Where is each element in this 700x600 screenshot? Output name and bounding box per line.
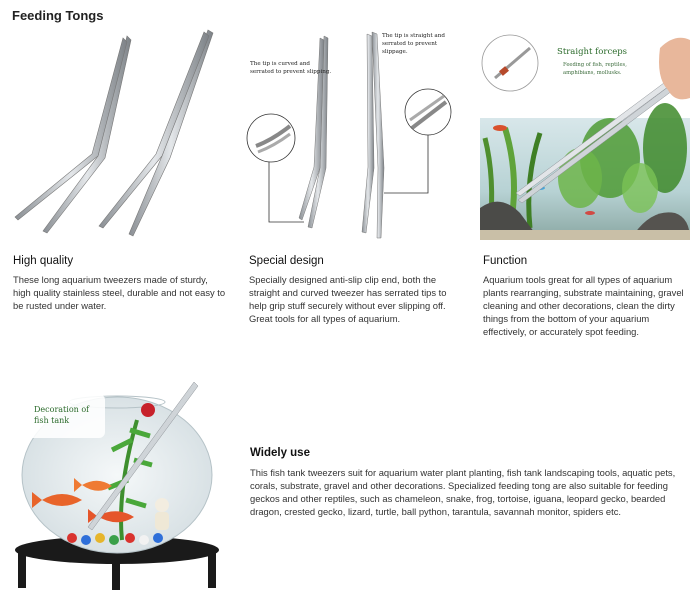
feature-text-high-quality: These long aquarium tweezers made of sturdy, high quality stainless steel, durable and not easy to be rusted under water. [13, 274, 226, 311]
feature-text-special-design: Specially designed anti-slip clip end, both the straight and curved tweezer has serrated tips to help grip stuff securely without ever slipping off. Great tools for all types of aquarium. [249, 274, 447, 324]
tweezers-pair-image [10, 28, 225, 243]
straight-tip-label: The tip is straight and serrated to prevent slippage. [382, 33, 445, 55]
feature-text-widely-use: This fish tank tweezers suit for aquarium water plant planting, fish tank landscaping tools, aquatic pets, corals, substrate, gravel and other decorations. Specialized feeding tong are also suitable for feeding geckos and other reptiles, such as chameleon, snake, frog, tortoise, iguana, leopard gecko, bearded dragon, crested gecko, lizard, turtle, ball python, tarantula, savannah monitor, spiders etc. [250, 467, 676, 517]
aquarium-forceps-image [480, 28, 690, 240]
feature-heading-function: Function [483, 255, 528, 267]
feature-heading-high-quality: High quality [13, 255, 74, 267]
page-title: Feeding Tongs [12, 8, 104, 23]
forceps-callout-text: Feeding of fish, reptiles, amphibians, mollusks. [563, 62, 627, 76]
feature-heading-widely-use: Widely use [250, 447, 310, 459]
fish-bowl-callout: Decoration of fish tank [34, 405, 90, 425]
feature-text-function: Aquarium tools great for all types of aquarium plants rearranging, substrate maintaining, gravel cleaning and other decorations, clean the dirty things from the bottom of your aquarium effectively, or accurately spot feeding. [483, 274, 684, 337]
forceps-callout-title: Straight forceps [557, 47, 628, 57]
curved-tip-label: The tip is curved and serrated to prevent slipping. [250, 61, 332, 75]
feature-heading-special-design: Special design [249, 255, 324, 267]
